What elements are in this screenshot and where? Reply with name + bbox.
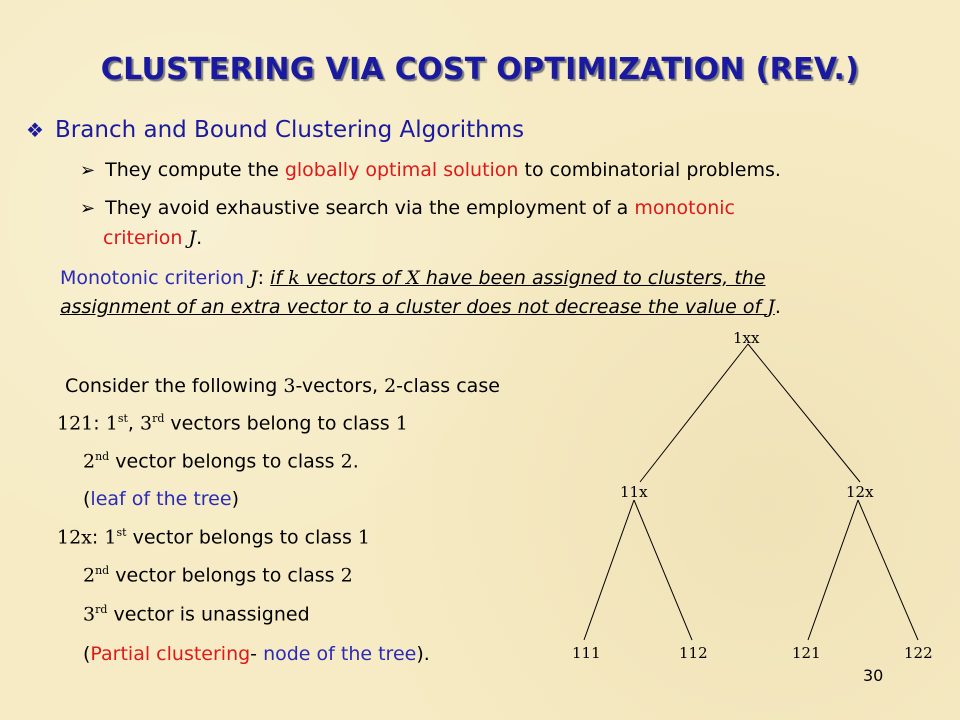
tree-node-left-label: 11x — [620, 483, 648, 501]
tree-leaf-label: 121 — [792, 644, 821, 662]
slide-title: CLUSTERING VIA COST OPTIMIZATION (REV.) — [100, 52, 860, 87]
tree-edge — [748, 344, 860, 482]
tree-edge — [640, 344, 748, 482]
bullet-global-optimal: ➢ They compute the globally optimal solution to combinatorial problems. — [80, 159, 781, 181]
example-leaf-note: (leaf of the tree) — [83, 488, 239, 510]
example-121-second: 2nd vector belongs to class 2. — [83, 450, 359, 473]
tree-node-right-label: 12x — [846, 483, 874, 501]
arrow-bullet-icon: ➢ — [80, 198, 96, 219]
tree-edge — [858, 500, 918, 640]
example-intro: Consider the following 3-vectors, 2-class case — [65, 375, 500, 397]
monotonic-definition-line1: Monotonic criterion J: if k vectors of X have been assigned to clusters, the — [60, 267, 766, 289]
example-partial-note: (Partial clustering- node of the tree). — [83, 643, 430, 665]
tree-leaf-label: 122 — [904, 644, 933, 662]
example-12x-second: 2nd vector belongs to class 2 — [83, 564, 353, 587]
tree-leaf-label: 111 — [572, 644, 601, 662]
tree-edge — [584, 500, 634, 640]
section-heading: Branch and Bound Clustering Algorithms — [55, 117, 525, 143]
diamond-bullet-icon: ❖ — [26, 118, 44, 142]
bullet-monotonic: ➢ They avoid exhaustive search via the employment of a monotonic — [80, 197, 735, 219]
tree-edge — [634, 500, 692, 640]
example-121-line: 121: 1st, 3rd vectors belong to class 1 — [57, 412, 408, 435]
monotonic-definition-line2: assignment of an extra vector to a cluster does not decrease the value of J. — [60, 296, 781, 318]
tree-edge — [808, 500, 858, 640]
page-number: 30 — [863, 666, 884, 685]
tree-leaf-label: 112 — [679, 644, 708, 662]
example-12x-third: 3rd vector is unassigned — [83, 603, 310, 626]
arrow-bullet-icon: ➢ — [80, 160, 96, 181]
tree-root-label: 1xx — [733, 329, 760, 347]
bullet-monotonic-line2: criterion J. — [103, 227, 203, 249]
example-12x-line: 12x: 1st vector belongs to class 1 — [57, 526, 370, 549]
